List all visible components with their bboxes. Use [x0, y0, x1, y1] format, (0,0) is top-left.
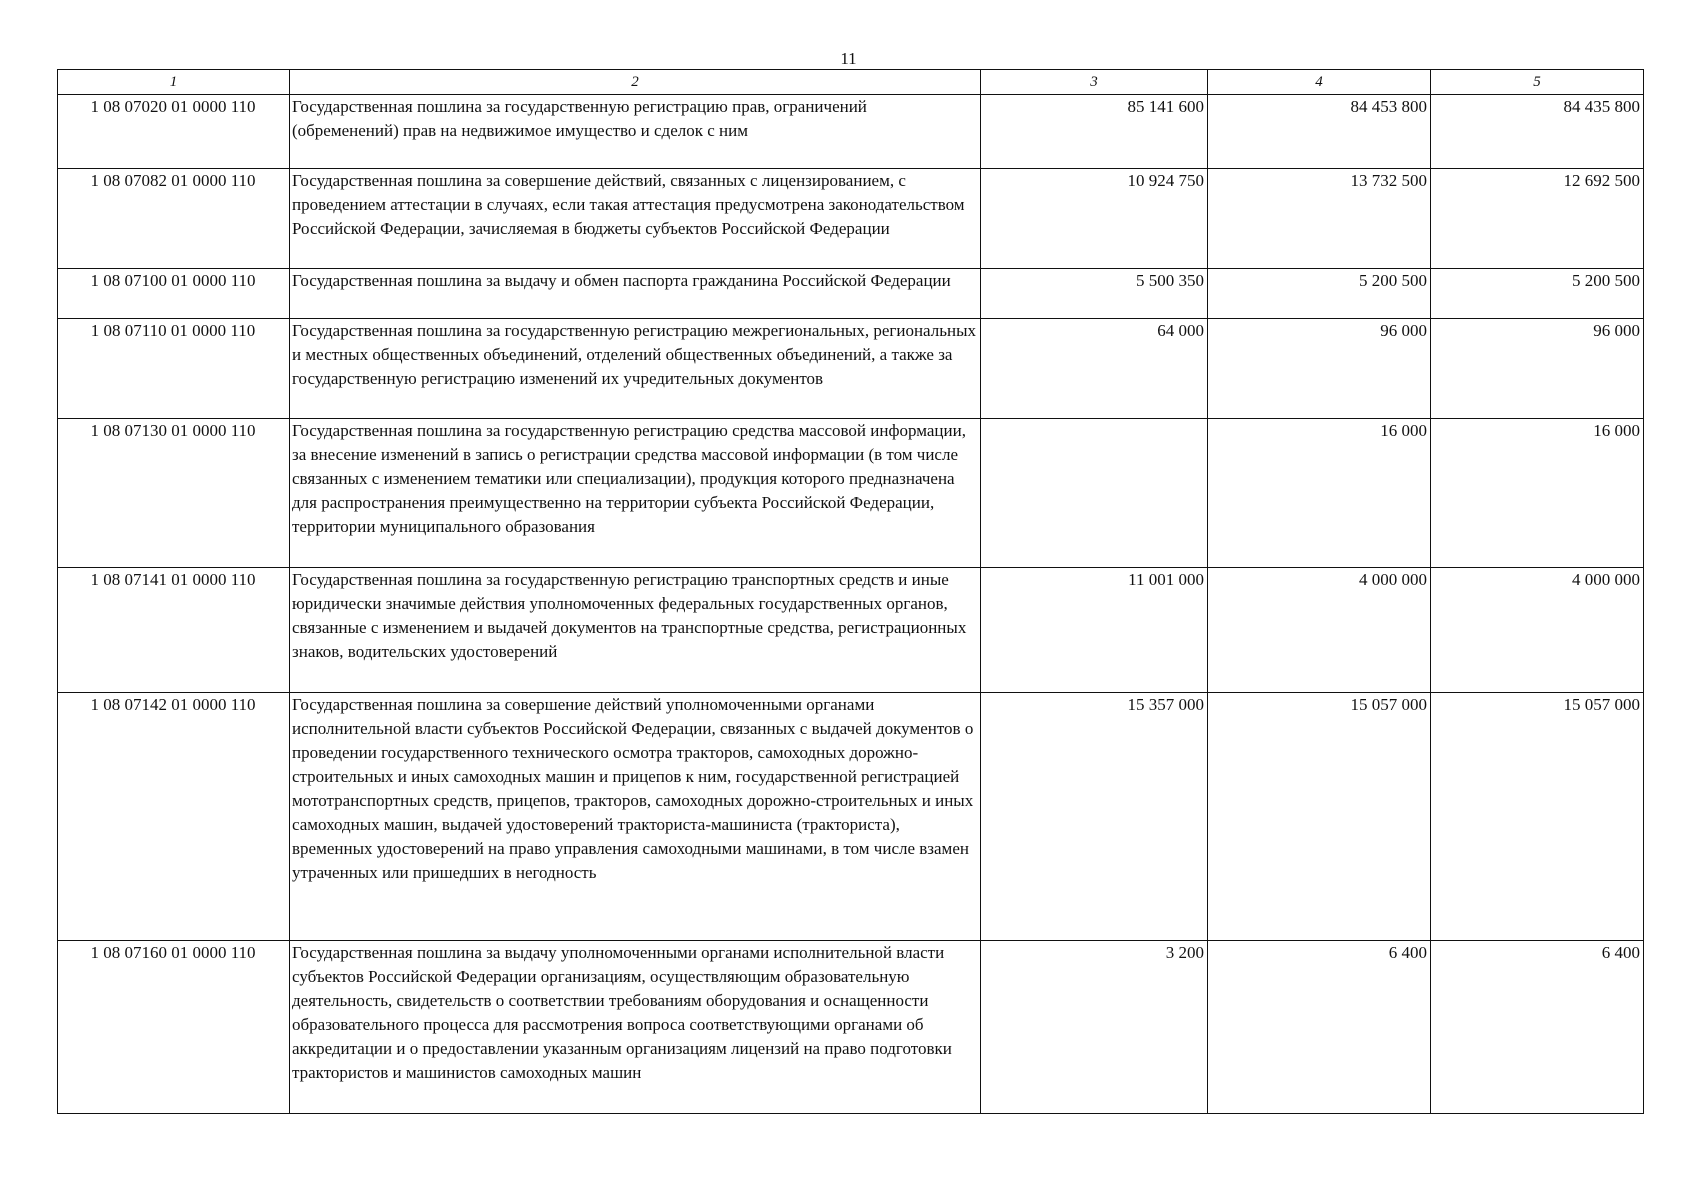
table-row — [58, 269, 1644, 319]
column-header-1: 1 — [58, 70, 290, 95]
column-number-row — [58, 70, 1644, 95]
column-header-5: 5 — [1431, 70, 1644, 95]
revenue-description: Государственная пошлина за государственную регистрацию прав, ограничений (обременений) прав на недвижимое имущество и сделок с ним — [290, 95, 981, 169]
amount-col4: 16 000 — [1208, 419, 1431, 568]
revenue-code: 1 08 07020 01 0000 110 — [58, 95, 290, 169]
column-header-4: 4 — [1208, 70, 1431, 95]
amount-col3: 3 200 — [981, 941, 1208, 1114]
amount-col3 — [981, 419, 1208, 568]
revenue-code: 1 08 07160 01 0000 110 — [58, 941, 290, 1114]
amount-col3: 5 500 350 — [981, 269, 1208, 319]
amount-col3: 85 141 600 — [981, 95, 1208, 169]
revenue-description: Государственная пошлина за государственную регистрацию межрегиональных, региональных и местных общественных объединений, отделений общественных объединений, а также за государственную регистрацию изменений их учредительных документов — [290, 319, 981, 419]
revenue-code: 1 08 07141 01 0000 110 — [58, 568, 290, 693]
table-row — [58, 419, 1644, 568]
revenue-code: 1 08 07130 01 0000 110 — [58, 419, 290, 568]
table-row — [58, 319, 1644, 419]
table-row — [58, 568, 1644, 693]
revenue-description: Государственная пошлина за выдачу и обмен паспорта гражданина Российской Федерации — [290, 269, 981, 319]
amount-col4: 5 200 500 — [1208, 269, 1431, 319]
amount-col4: 15 057 000 — [1208, 693, 1431, 941]
revenue-description: Государственная пошлина за выдачу уполномоченными органами исполнительной власти субъектов Российской Федерации организациям, осуществляющим образовательную деятельность, свидетельств о соответствии требованиям оборудования и оснащенности образовательного процесса для рассмотрения вопроса соответствующими органами об аккредитации и о предоставлении указанным организациям лицензий на право подготовки трактористов и машинистов самоходных машин — [290, 941, 981, 1114]
revenue-description: Государственная пошлина за государственную регистрацию средства массовой информации, за внесение изменений в запись о регистрации средства массовой информации (в том числе связанных с изменением тематики или специализации), продукция которого предназначена для распространения преимущественно на территории субъекта Российской Федерации, территории муниципального образования — [290, 419, 981, 568]
amount-col5: 12 692 500 — [1431, 169, 1644, 269]
amount-col4: 84 453 800 — [1208, 95, 1431, 169]
revenue-description: Государственная пошлина за государственную регистрацию транспортных средств и иные юридически значимые действия уполномоченных федеральных государственных органов, связанные с изменением и выдачей документов на транспортные средства, регистрационных знаков, водительских удостоверений — [290, 568, 981, 693]
table-row — [58, 169, 1644, 269]
table-row — [58, 693, 1644, 941]
revenue-description: Государственная пошлина за совершение действий уполномоченными органами исполнительной власти субъектов Российской Федерации, связанных с выдачей документов о проведении государственного технического осмотра тракторов, самоходных дорожно-строительных и иных самоходных машин и прицепов к ним, государственной регистрацией мототранспортных средств, прицепов, тракторов, самоходных дорожно-строительных и иных самоходных машин, выдачей удостоверений тракториста-машиниста (тракториста), временных удостоверений на право управления самоходными машинами, в том числе взамен утраченных или пришедших в негодность — [290, 693, 981, 941]
amount-col5: 4 000 000 — [1431, 568, 1644, 693]
amount-col3: 15 357 000 — [981, 693, 1208, 941]
amount-col5: 84 435 800 — [1431, 95, 1644, 169]
column-header-2: 2 — [290, 70, 981, 95]
amount-col4: 6 400 — [1208, 941, 1431, 1114]
amount-col4: 4 000 000 — [1208, 568, 1431, 693]
amount-col5: 5 200 500 — [1431, 269, 1644, 319]
amount-col5: 6 400 — [1431, 941, 1644, 1114]
table-row — [58, 95, 1644, 169]
amount-col5: 15 057 000 — [1431, 693, 1644, 941]
revenue-code: 1 08 07100 01 0000 110 — [58, 269, 290, 319]
amount-col3: 11 001 000 — [981, 568, 1208, 693]
amount-col3: 10 924 750 — [981, 169, 1208, 269]
revenue-table — [57, 69, 1644, 1114]
revenue-code: 1 08 07082 01 0000 110 — [58, 169, 290, 269]
revenue-code: 1 08 07142 01 0000 110 — [58, 693, 290, 941]
revenue-description: Государственная пошлина за совершение действий, связанных с лицензированием, с проведением аттестации в случаях, если такая аттестация предусмотрена законодательством Российской Федерации, зачисляемая в бюджеты субъектов Российской Федерации — [290, 169, 981, 269]
amount-col5: 96 000 — [1431, 319, 1644, 419]
column-header-3: 3 — [981, 70, 1208, 95]
table-row — [58, 941, 1644, 1114]
amount-col5: 16 000 — [1431, 419, 1644, 568]
amount-col4: 96 000 — [1208, 319, 1431, 419]
revenue-code: 1 08 07110 01 0000 110 — [58, 319, 290, 419]
page-number: 11 — [840, 49, 857, 68]
amount-col4: 13 732 500 — [1208, 169, 1431, 269]
amount-col3: 64 000 — [981, 319, 1208, 419]
